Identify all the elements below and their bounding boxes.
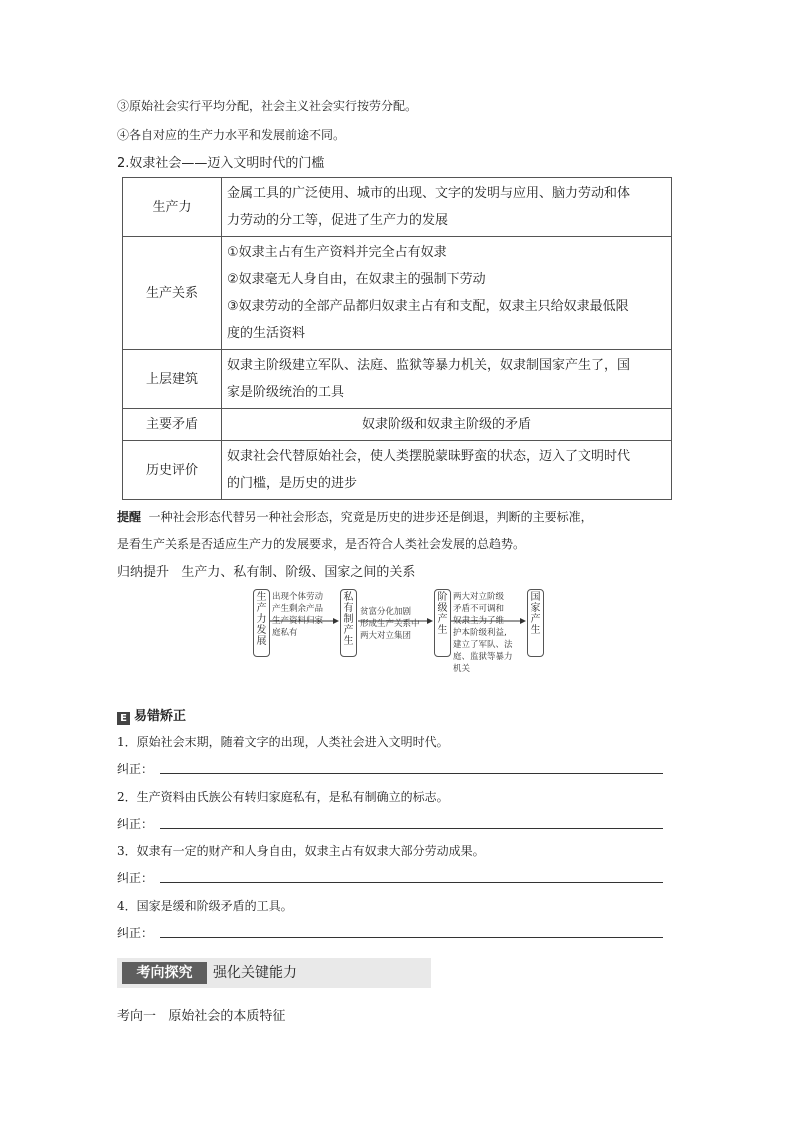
- flow-text-1: 出现个体劳动 产生剩余产品 生产资料归家 庭私有: [272, 592, 324, 638]
- correction-item: 4．国家是缓和阶级矛盾的工具。: [117, 899, 293, 913]
- tip-line: [117, 508, 593, 525]
- correction-label: 纠正：: [117, 817, 154, 831]
- tip-label: 提醒: [117, 510, 142, 524]
- answer-line: [160, 937, 663, 938]
- answer-line: [160, 828, 663, 829]
- correction-label: 纠正：: [117, 926, 154, 940]
- table-row: [123, 441, 672, 500]
- correction-item: 2．生产资料由氏族公有转归家庭私有，是私有制确立的标志。: [117, 790, 449, 804]
- flow-box-class: 阶级产生: [434, 589, 451, 657]
- flow-text-2: 贫富分化加剧 形成生产关系中 两大对立集团: [360, 607, 420, 641]
- row-content: 金属工具的广泛使用、城市的出现、文字的发明与应用、脑力劳动和体 力劳动的分工等，促进了生产力的发展: [222, 178, 672, 237]
- slave-society-table: [122, 177, 672, 500]
- row-content: 奴隶阶级和奴隶主阶级的矛盾: [222, 409, 672, 441]
- table-row: [123, 409, 672, 441]
- direction-heading: [117, 1005, 285, 1024]
- flow-text-3: 两大对立阶级 矛盾不可调和 奴隶主为了维 护本阶级利益, 建立了军队、法 庭、监狱等暴力 机关: [453, 592, 513, 674]
- intro-item: ③原始社会实行平均分配，社会主义社会实行按劳分配。: [117, 99, 418, 113]
- flow-box-productivity: 生产力发展: [253, 589, 270, 657]
- banner-subtitle: 强化关键能力: [213, 965, 297, 981]
- tip-line: 是看生产关系是否适应生产力的发展要求，是否符合人类社会发展的总趋势。: [117, 537, 526, 551]
- answer-line: [160, 773, 663, 774]
- row-header: 生产关系: [123, 237, 222, 350]
- row-content: ①奴隶主占有生产资料并完全占有奴隶 ②奴隶毫无人身自由，在奴隶主的强制下劳动 ③奴隶劳动的全部产品都归奴隶主占有和支配，奴隶主只给奴隶最低限 度的生活资料: [222, 237, 672, 350]
- intro-item: ④各自对应的生产力水平和发展前途不同。: [117, 128, 346, 142]
- row-content: 奴隶社会代替原始社会，使人类摆脱蒙昧野蛮的状态，迈入了文明时代 的门槛，是历史的进步: [222, 441, 672, 500]
- flow-box-state: 国家产生: [527, 589, 544, 657]
- section-title: 2.奴隶社会——迈入文明时代的门槛: [117, 156, 325, 171]
- summary-title: 生产力、私有制、阶级、国家之间的关系: [181, 565, 416, 580]
- corrections-heading: [117, 705, 186, 725]
- correction-item: 1．原始社会末期，随着文字的出现，人类社会进入文明时代。: [117, 735, 449, 749]
- answer-line: [160, 882, 663, 883]
- tip-text: 一种社会形态代替另一种社会形态，究竟是历史的进步还是倒退，判断的主要标准，: [148, 510, 593, 524]
- summary-label: 归纳提升: [117, 565, 170, 580]
- row-header: 主要矛盾: [123, 409, 222, 441]
- corrections-title: 易错矫正: [134, 709, 187, 724]
- direction-title: 原始社会的本质特征: [168, 1009, 286, 1024]
- row-header: 生产力: [123, 178, 222, 237]
- row-header: 上层建筑: [123, 350, 222, 409]
- flow-box-private-ownership: 私有制产生: [340, 589, 357, 657]
- row-content: 奴隶主阶级建立军队、法庭、监狱等暴力机关，奴隶制国家产生了，国 家是阶级统治的工具: [222, 350, 672, 409]
- correction-label: 纠正：: [117, 871, 154, 885]
- summary-heading: [117, 561, 415, 580]
- corrections-icon: E: [117, 712, 130, 725]
- correction-item: 3．奴隶有一定的财产和人身自由，奴隶主占有奴隶大部分劳动成果。: [117, 844, 485, 858]
- direction-label: 考向一: [117, 1009, 157, 1024]
- row-header: 历史评价: [123, 441, 222, 500]
- correction-label: 纠正：: [117, 762, 154, 776]
- table-row: [123, 237, 672, 350]
- table-row: [123, 178, 672, 237]
- section-banner: [117, 958, 431, 988]
- table-row: [123, 350, 672, 409]
- banner-tag: 考向探究: [122, 962, 207, 984]
